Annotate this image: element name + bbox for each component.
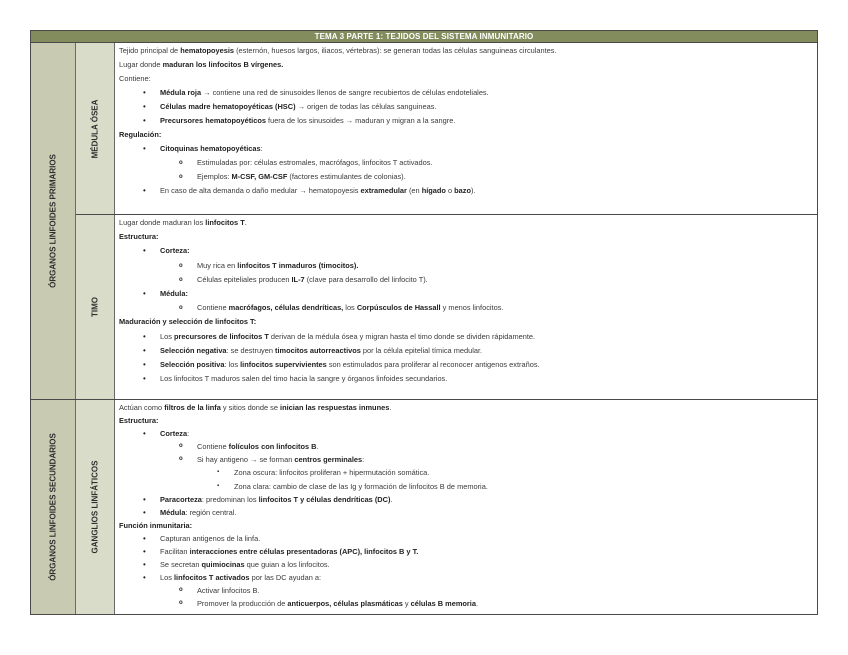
bold-text: Selección positiva: [160, 360, 225, 370]
text: .: [316, 442, 319, 452]
bold-text: linfocitos T y células dendríticas (DC): [258, 494, 391, 504]
text: :: [260, 144, 263, 153]
bullet-item: [119, 597, 813, 610]
text: Lugar donde maduran los: [119, 218, 206, 227]
row-label: TIMO: [90, 297, 100, 317]
bold-text: precursores de linfocitos T: [173, 331, 269, 341]
bold-text: hematopoyesis: [180, 46, 235, 55]
group-label-cell: [31, 400, 76, 614]
row-label-cell: [76, 400, 115, 614]
text: ).: [471, 186, 476, 195]
bullet-item: [119, 571, 813, 584]
text: y menos linfocitos.: [440, 303, 504, 313]
text: : se destruyen: [226, 345, 276, 355]
bold-text: folículos con linfocitos B: [228, 442, 317, 452]
text: Se secretan: [160, 560, 202, 570]
bold-text: Función inmunitaria:: [119, 520, 193, 530]
text: Facilitan: [160, 547, 190, 557]
bold-text: Médula: [160, 507, 186, 517]
bullet-item: [119, 584, 813, 597]
row-label-cell: [76, 43, 115, 214]
text: y sitios donde se: [220, 403, 281, 412]
text: En caso de alta demanda o daño medular → hematopoyesis: [160, 186, 361, 195]
text: :: [187, 429, 190, 439]
bold-text: IL-7: [291, 274, 305, 284]
text: : predominan los: [201, 494, 259, 504]
bullet-item: [119, 184, 813, 198]
text: :: [362, 455, 365, 465]
bullet-item: [119, 545, 813, 558]
text: .: [475, 599, 479, 609]
bold-text: Estructura:: [119, 232, 159, 242]
row-content: [115, 215, 817, 399]
bold-text: interacciones entre células presentadoras (APC), linfocitos B y T.: [189, 547, 419, 557]
bullet-item: [119, 493, 813, 506]
group-label-cell: [31, 43, 76, 399]
paragraph-line: [119, 216, 813, 230]
row-label: GANGLIOS LINFÁTICOS: [90, 460, 100, 554]
row-content: [115, 43, 817, 214]
bullet-item: [119, 466, 813, 479]
text: Contiene:: [119, 74, 151, 83]
text: por las DC ayudan a:: [249, 573, 322, 583]
bullet-item: [119, 330, 813, 344]
row-medula-osea: [76, 43, 817, 214]
group-primary-organs: [31, 43, 817, 399]
bold-text: Corpúsculos de Hassall: [356, 303, 441, 313]
bullet-item: [119, 358, 813, 372]
bold-text: linfocitos T: [205, 218, 245, 227]
paragraph-line: [119, 414, 813, 427]
text: (esternón, huesos largos, iliacos, vértebras): se generan todas las células sanguineas circulantes.: [234, 46, 557, 55]
bold-text: maduran los linfocitos B vírgenes.: [162, 60, 284, 69]
bold-text: Médula roja: [160, 88, 202, 97]
text: .: [389, 403, 392, 412]
bullet-item: [119, 506, 813, 519]
bullet-item: [119, 156, 813, 170]
text: Ejemplos:: [197, 172, 232, 181]
text: o: [445, 186, 455, 195]
paragraph-line: [119, 128, 813, 142]
text: Actúan como: [119, 403, 165, 412]
row-label: MÉDULA ÓSEA: [90, 99, 100, 158]
text: son estimulados para proliferar al reconocer antigenos extraños.: [326, 360, 540, 370]
bold-text: quimiocinas: [201, 560, 245, 570]
text: (en: [406, 186, 422, 195]
row-label-cell: [76, 215, 115, 399]
bullet-item: [119, 170, 813, 184]
bullet-item: [119, 86, 813, 100]
paragraph-line: [119, 230, 813, 244]
text: .: [390, 494, 393, 504]
bold-text: linfocitos T inmaduros (timocitos).: [237, 260, 359, 270]
bold-text: Estructura:: [119, 416, 159, 426]
text: Contiene: [197, 303, 229, 313]
bullet-item: [119, 440, 813, 453]
text: Si hay antigeno → se forman: [197, 455, 295, 465]
bold-text: Células madre hematopoyéticas (HSC): [160, 102, 296, 111]
text: : región central.: [185, 507, 237, 517]
text: y: [402, 599, 411, 609]
bold-text: M-CSF, GM-CSF: [231, 172, 288, 181]
text: Tejido principal de: [119, 46, 181, 55]
bold-text: timocitos autorreactivos: [275, 345, 361, 355]
bold-text: inician las respuestas inmunes: [280, 403, 390, 412]
bullet-item: [119, 427, 813, 440]
bold-text: macrófagos, células dendríticas,: [228, 303, 344, 313]
text: (clave para desarrollo del linfocito T).: [304, 274, 428, 284]
text: Muy rica en: [197, 260, 238, 270]
paragraph-line: [119, 72, 813, 86]
text: Los linfocitos T maduros salen del timo hacia la sangre y órganos linfoides secundarios.: [160, 374, 448, 384]
text: Promover la producción de: [197, 599, 288, 609]
bold-text: hígado: [421, 186, 446, 195]
bold-text: Citoquinas hematopoyéticas: [160, 144, 261, 153]
bullet-item: [119, 301, 813, 315]
bold-text: Maduración y selección de linfocitos T:: [119, 317, 257, 327]
bold-text: anticuerpos, células plasmáticas: [287, 599, 403, 609]
bold-text: Regulación:: [119, 130, 162, 139]
bullet-item: [119, 259, 813, 273]
bold-text: Precursores hematopoyéticos: [160, 116, 266, 125]
group-label: ÓRGANOS LINFOIDES SECUNDARIOS: [48, 433, 58, 581]
bold-text: centros germinales: [294, 455, 363, 465]
text: por la célula epitelial tímica medular.: [360, 345, 483, 355]
bullet-item: [119, 480, 813, 493]
bold-text: filtros de la linfa: [164, 403, 221, 412]
text: fuera de los sinusoides → maduran y migran a la sangre.: [265, 116, 456, 125]
text: Zona oscura: linfocitos proliferan + hipermutación somática.: [234, 468, 430, 478]
bullet-item: [119, 532, 813, 545]
text: : los: [224, 360, 241, 370]
bold-text: extramedular: [360, 186, 407, 195]
text: los: [343, 303, 357, 313]
text: Células epiteliales producen: [197, 274, 292, 284]
bold-text: linfocitos T activados: [173, 573, 250, 583]
group-secondary-organs: [31, 399, 817, 614]
text: derivan de la médula ósea y migran hasta el timo donde se dividen rápidamente.: [268, 331, 536, 341]
group-label: ÓRGANOS LINFOIDES PRIMARIOS: [48, 154, 58, 288]
immune-tissues-table: [30, 30, 818, 615]
bold-text: linfocitos supervivientes: [240, 360, 327, 370]
text: Capturan antigenos de la linfa.: [160, 533, 261, 543]
bold-text: Selección negativa: [160, 345, 227, 355]
row-timo: [76, 214, 817, 399]
bullet-item: [119, 287, 813, 301]
bold-text: Médula:: [160, 289, 188, 299]
paragraph-line: [119, 519, 813, 532]
text: → contiene una red de sinusoides llenos de sangre recubiertos de células endoteliales.: [201, 88, 489, 97]
bullet-item: [119, 372, 813, 386]
paragraph-line: [119, 58, 813, 72]
paragraph-line: [119, 401, 813, 414]
text: Activar linfocitos B.: [197, 586, 260, 596]
text: Lugar donde: [119, 60, 163, 69]
text: que guian a los linfocitos.: [244, 560, 330, 570]
bold-text: células B memoria: [410, 599, 476, 609]
bullet-item: [119, 344, 813, 358]
bold-text: Corteza: [160, 429, 188, 439]
bold-text: bazo: [454, 186, 472, 195]
text: Los: [160, 573, 174, 583]
table-title: TEMA 3 PARTE 1: TEJIDOS DEL SISTEMA INMUNITARIO: [31, 31, 817, 43]
row-ganglios-linfaticos: [76, 400, 817, 614]
text: (factores estimulantes de colonias).: [287, 172, 406, 181]
text: Estimuladas por: células estromales, macrófagos, linfocitos T activados.: [197, 158, 433, 167]
text: Los: [160, 331, 174, 341]
bullet-item: [119, 142, 813, 156]
bullet-item: [119, 244, 813, 258]
text: → origen de todas las células sanguineas.: [295, 102, 437, 111]
bullet-item: [119, 273, 813, 287]
bullet-item: [119, 100, 813, 114]
bold-text: Corteza:: [160, 246, 190, 256]
text: .: [244, 218, 247, 227]
text: Zona clara: cambio de clase de las Ig y formación de linfocitos B de memoria.: [234, 481, 488, 491]
bold-text: Paracorteza: [160, 494, 202, 504]
bullet-item: [119, 558, 813, 571]
paragraph-line: [119, 315, 813, 329]
bullet-item: [119, 453, 813, 466]
paragraph-line: [119, 44, 813, 58]
row-content: [115, 400, 817, 614]
text: Contiene: [197, 442, 229, 452]
bullet-item: [119, 114, 813, 128]
